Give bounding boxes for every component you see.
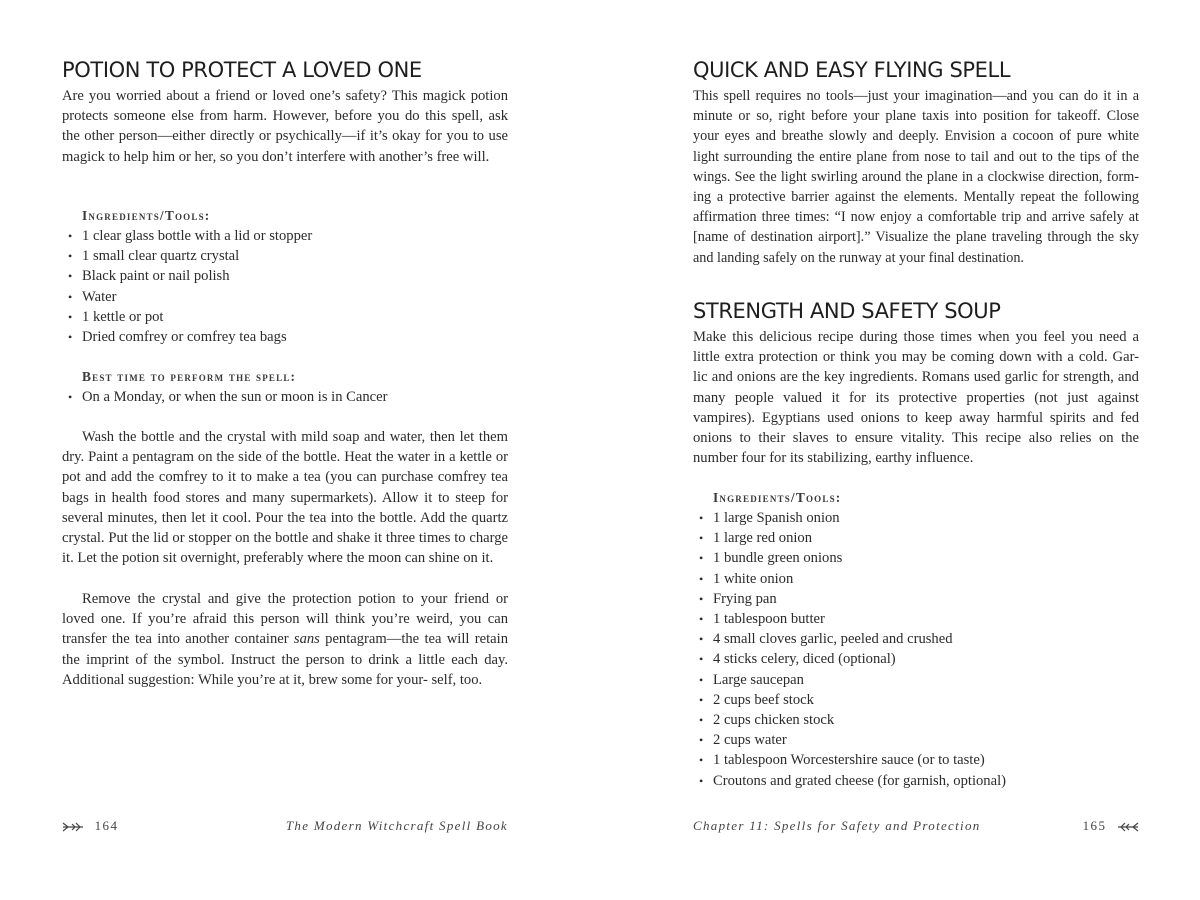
right-page (693, 0, 1139, 900)
body-line: a kettle or pot and add the comfrey to it to make a tea (you can purchase (62, 449, 508, 486)
bullet-dot-icon: • (699, 672, 704, 687)
body-line: them dry. Paint a pentagram on the side of the bottle. Heat the water in (62, 429, 508, 466)
list-item (693, 629, 1139, 649)
body-line: loved one. If you’re afraid this person will think you’re weird, you can (62, 611, 508, 628)
body-line: self, too. (431, 671, 483, 688)
body-line: little extra protection or think you may be coming down with a cold. Gar- (693, 349, 1139, 366)
body-line: Remove the crystal and give the protection potion to your friend or (82, 591, 508, 607)
list-item (62, 287, 508, 307)
section-title: STRENGTH AND SAFETY SOUP (693, 299, 1001, 323)
list-item-text: On a Monday, or when the sun or moon is in Cancer (82, 389, 388, 405)
list-item (693, 609, 1139, 629)
body-line: retain the imprint of the symbol. Instruct the person to drink a little (62, 631, 508, 668)
list-item (62, 327, 508, 347)
list-item (693, 750, 1139, 770)
bullet-dot-icon: • (699, 773, 704, 788)
body-line: vampires). Egyptians used onions to keep away harmful spirits and fed (693, 409, 1139, 426)
bullet-dot-icon: • (68, 309, 73, 324)
best-time-list (62, 387, 508, 407)
bullet-dot-icon: • (68, 289, 73, 304)
bullet-dot-icon: • (68, 229, 73, 243)
bullet-dot-icon: • (699, 713, 704, 728)
body-line: the moon can shine on it. (346, 550, 494, 567)
best-time-section (62, 367, 508, 407)
body-line: your eyes and breathe slowly and deeply. Envision a cocoon of pure white (693, 128, 1139, 145)
intro-paragraph (62, 86, 508, 167)
list-item-text: 1 white onion (713, 570, 794, 587)
intro-line: use magick to help him or her, so you don’t interfere with another’s free (62, 128, 508, 165)
page-number: 165 (1082, 818, 1107, 833)
list-item-text: Black paint or nail polish (82, 268, 230, 285)
list-item (62, 307, 508, 327)
arrow-ornament-icon (62, 821, 84, 833)
list-item (62, 246, 508, 266)
body-line: [name of destination airport].” Visualize the plane traveling through the (693, 229, 1115, 246)
bullet-dot-icon: • (68, 390, 73, 404)
intro-line: protects someone else from harm. However, before you do this spell, ask (62, 108, 508, 125)
body-line: ing a protective barrier against the elements. Mentally repeat the following (693, 189, 1139, 206)
body-line: a minute or so, right before your plane taxis into position for takeoff. Close (693, 88, 1140, 125)
bullet-dot-icon: • (699, 591, 704, 606)
list-item-text: 4 sticks celery, diced (optional) (713, 651, 896, 668)
list-item-text: Water (82, 288, 117, 305)
flying-spell-paragraph (693, 86, 1139, 268)
list-item (693, 569, 1139, 589)
list-item (693, 589, 1139, 609)
list-item (693, 710, 1139, 730)
running-title (286, 816, 508, 836)
bullet-dot-icon: • (699, 531, 704, 546)
body-line: pentagram—the tea will (319, 631, 470, 648)
body-line: Wash the bottle and the crystal with mild soap and water, then let (82, 429, 475, 445)
instructions-text (62, 427, 508, 568)
bullet-dot-icon: • (699, 733, 704, 748)
bullet-dot-icon: • (68, 330, 73, 345)
running-title-text: The Modern Witchcraft Spell Book (285, 818, 508, 833)
left-footer (62, 816, 118, 836)
list-item-text: 4 small cloves garlic, peeled and crushed (713, 631, 953, 648)
list-item (62, 266, 508, 286)
bullet-dot-icon: • (699, 692, 704, 707)
right-footer (1083, 816, 1139, 836)
running-title (693, 816, 981, 836)
bullet-dot-icon: • (699, 652, 704, 667)
bullet-dot-icon: • (699, 551, 704, 566)
body-line: affirmation three times: “I now enjoy a comfortable trip and arrive safely at (693, 209, 1139, 226)
list-item (693, 730, 1139, 750)
bullet-dot-icon: • (699, 753, 704, 768)
intro-line: will. (462, 148, 490, 165)
list-item (62, 226, 508, 246)
body-line: three times to charge it. Let the potion sit overnight, preferably where (62, 530, 509, 567)
ingredients-list (62, 226, 508, 347)
bullet-dot-icon: • (699, 632, 704, 647)
list-item (693, 649, 1139, 669)
bullet-dot-icon: • (699, 511, 704, 525)
body-line: number four for its stabilizing, earthy influence. (693, 450, 974, 467)
body-line: sky and landing safely on the runway at your final destination. (693, 229, 1140, 266)
body-line: Add the quartz crystal. Put the lid or stopper on the bottle and shake it (62, 509, 508, 547)
page-title: POTION TO PROTECT A LOVED ONE (62, 58, 422, 82)
body-line: lic and onions are the key ingredients. Romans used garlic for strength, (693, 369, 1114, 386)
soup-intro-text (693, 327, 1139, 468)
list-item-text: Dried comfrey or comfrey tea bags (82, 329, 287, 346)
ingredients-heading: Ingredients/Tools: (82, 208, 211, 223)
page-title: QUICK AND EASY FLYING SPELL (693, 58, 1011, 82)
list-item (693, 670, 1139, 690)
intro-line: the other person—either directly or psychically—if it’s okay for you to (62, 128, 485, 145)
list-item-text: 1 bundle green onions (713, 550, 843, 567)
soup-ingredients-section (693, 488, 1139, 791)
italic-word: sans (293, 631, 320, 648)
list-item (62, 387, 508, 407)
bullet-dot-icon: • (699, 571, 704, 586)
intro-text (62, 86, 508, 167)
intro-line: Are you worried about a friend or loved one’s safety? This magick potion (62, 88, 508, 104)
instructions-paragraph-1 (62, 427, 508, 568)
list-item (693, 528, 1139, 548)
body-line: transfer the tea into another container (62, 631, 294, 648)
list-item-text: 1 tablespoon butter (713, 611, 825, 628)
flying-spell-text (693, 86, 1139, 268)
body-line: wings. See the light swirling around the plane in a clockwise direction, form- (693, 168, 1139, 185)
list-item-text: 1 large red onion (713, 530, 813, 547)
body-line: each day. Additional suggestion: While you’re at it, brew some for your- (62, 651, 508, 688)
soup-intro-paragraph (693, 327, 1139, 468)
best-time-heading: Best time to perform the spell: (82, 369, 297, 384)
running-title-text: Chapter 11: Spells for Safety and Protection (693, 818, 981, 833)
instructions-text (62, 589, 508, 690)
list-item-text: 2 cups water (713, 732, 787, 749)
list-item-text: 1 large Spanish onion (713, 510, 840, 526)
body-line: This spell requires no tools—just your imagination—and you can do it in (693, 88, 1128, 104)
instructions-paragraph-2 (62, 589, 508, 690)
bullet-dot-icon: • (699, 612, 704, 627)
list-item (693, 548, 1139, 568)
bullet-dot-icon: • (68, 249, 73, 264)
ingredients-section (62, 206, 508, 347)
list-item (693, 690, 1139, 710)
list-item-text: Frying pan (713, 590, 777, 607)
list-item-text: 1 small clear quartz crystal (82, 248, 240, 265)
list-item (693, 508, 1139, 528)
body-line: Make this delicious recipe during those times when you feel you need a (693, 329, 1139, 345)
body-line: light surrounding the entire plane from nose to tail and out to the tips of the (693, 148, 1139, 165)
page-number: 164 (94, 818, 119, 833)
list-item-text: Croutons and grated cheese (for garnish, optional) (713, 772, 1007, 789)
list-item (693, 771, 1139, 791)
list-item-text: 2 cups beef stock (713, 691, 814, 708)
ingredients-list (693, 508, 1139, 791)
bullet-dot-icon: • (68, 269, 73, 284)
list-item-text: 1 clear glass bottle with a lid or stopper (82, 228, 313, 244)
arrow-ornament-icon (1117, 821, 1139, 833)
list-item-text: 1 tablespoon Worcestershire sauce (or to taste) (713, 752, 985, 769)
list-item-text: 2 cups chicken stock (713, 712, 835, 729)
left-page (62, 0, 508, 900)
list-item-text: 1 kettle or pot (82, 308, 164, 325)
body-line: to steep for several minutes, then let it cool. Pour the tea into the bottle. (62, 489, 508, 526)
body-line: onions to their slaves to ensure vitality. This recipe also relies on the (693, 430, 1139, 447)
list-item-text: Large saucepan (713, 671, 804, 688)
body-line: comfrey tea bags in health food stores and many supermarkets). Allow it (62, 469, 508, 506)
body-line: and many people valued it for its protective properties (not just against (693, 369, 1139, 406)
ingredients-heading: Ingredients/Tools: (713, 490, 842, 505)
